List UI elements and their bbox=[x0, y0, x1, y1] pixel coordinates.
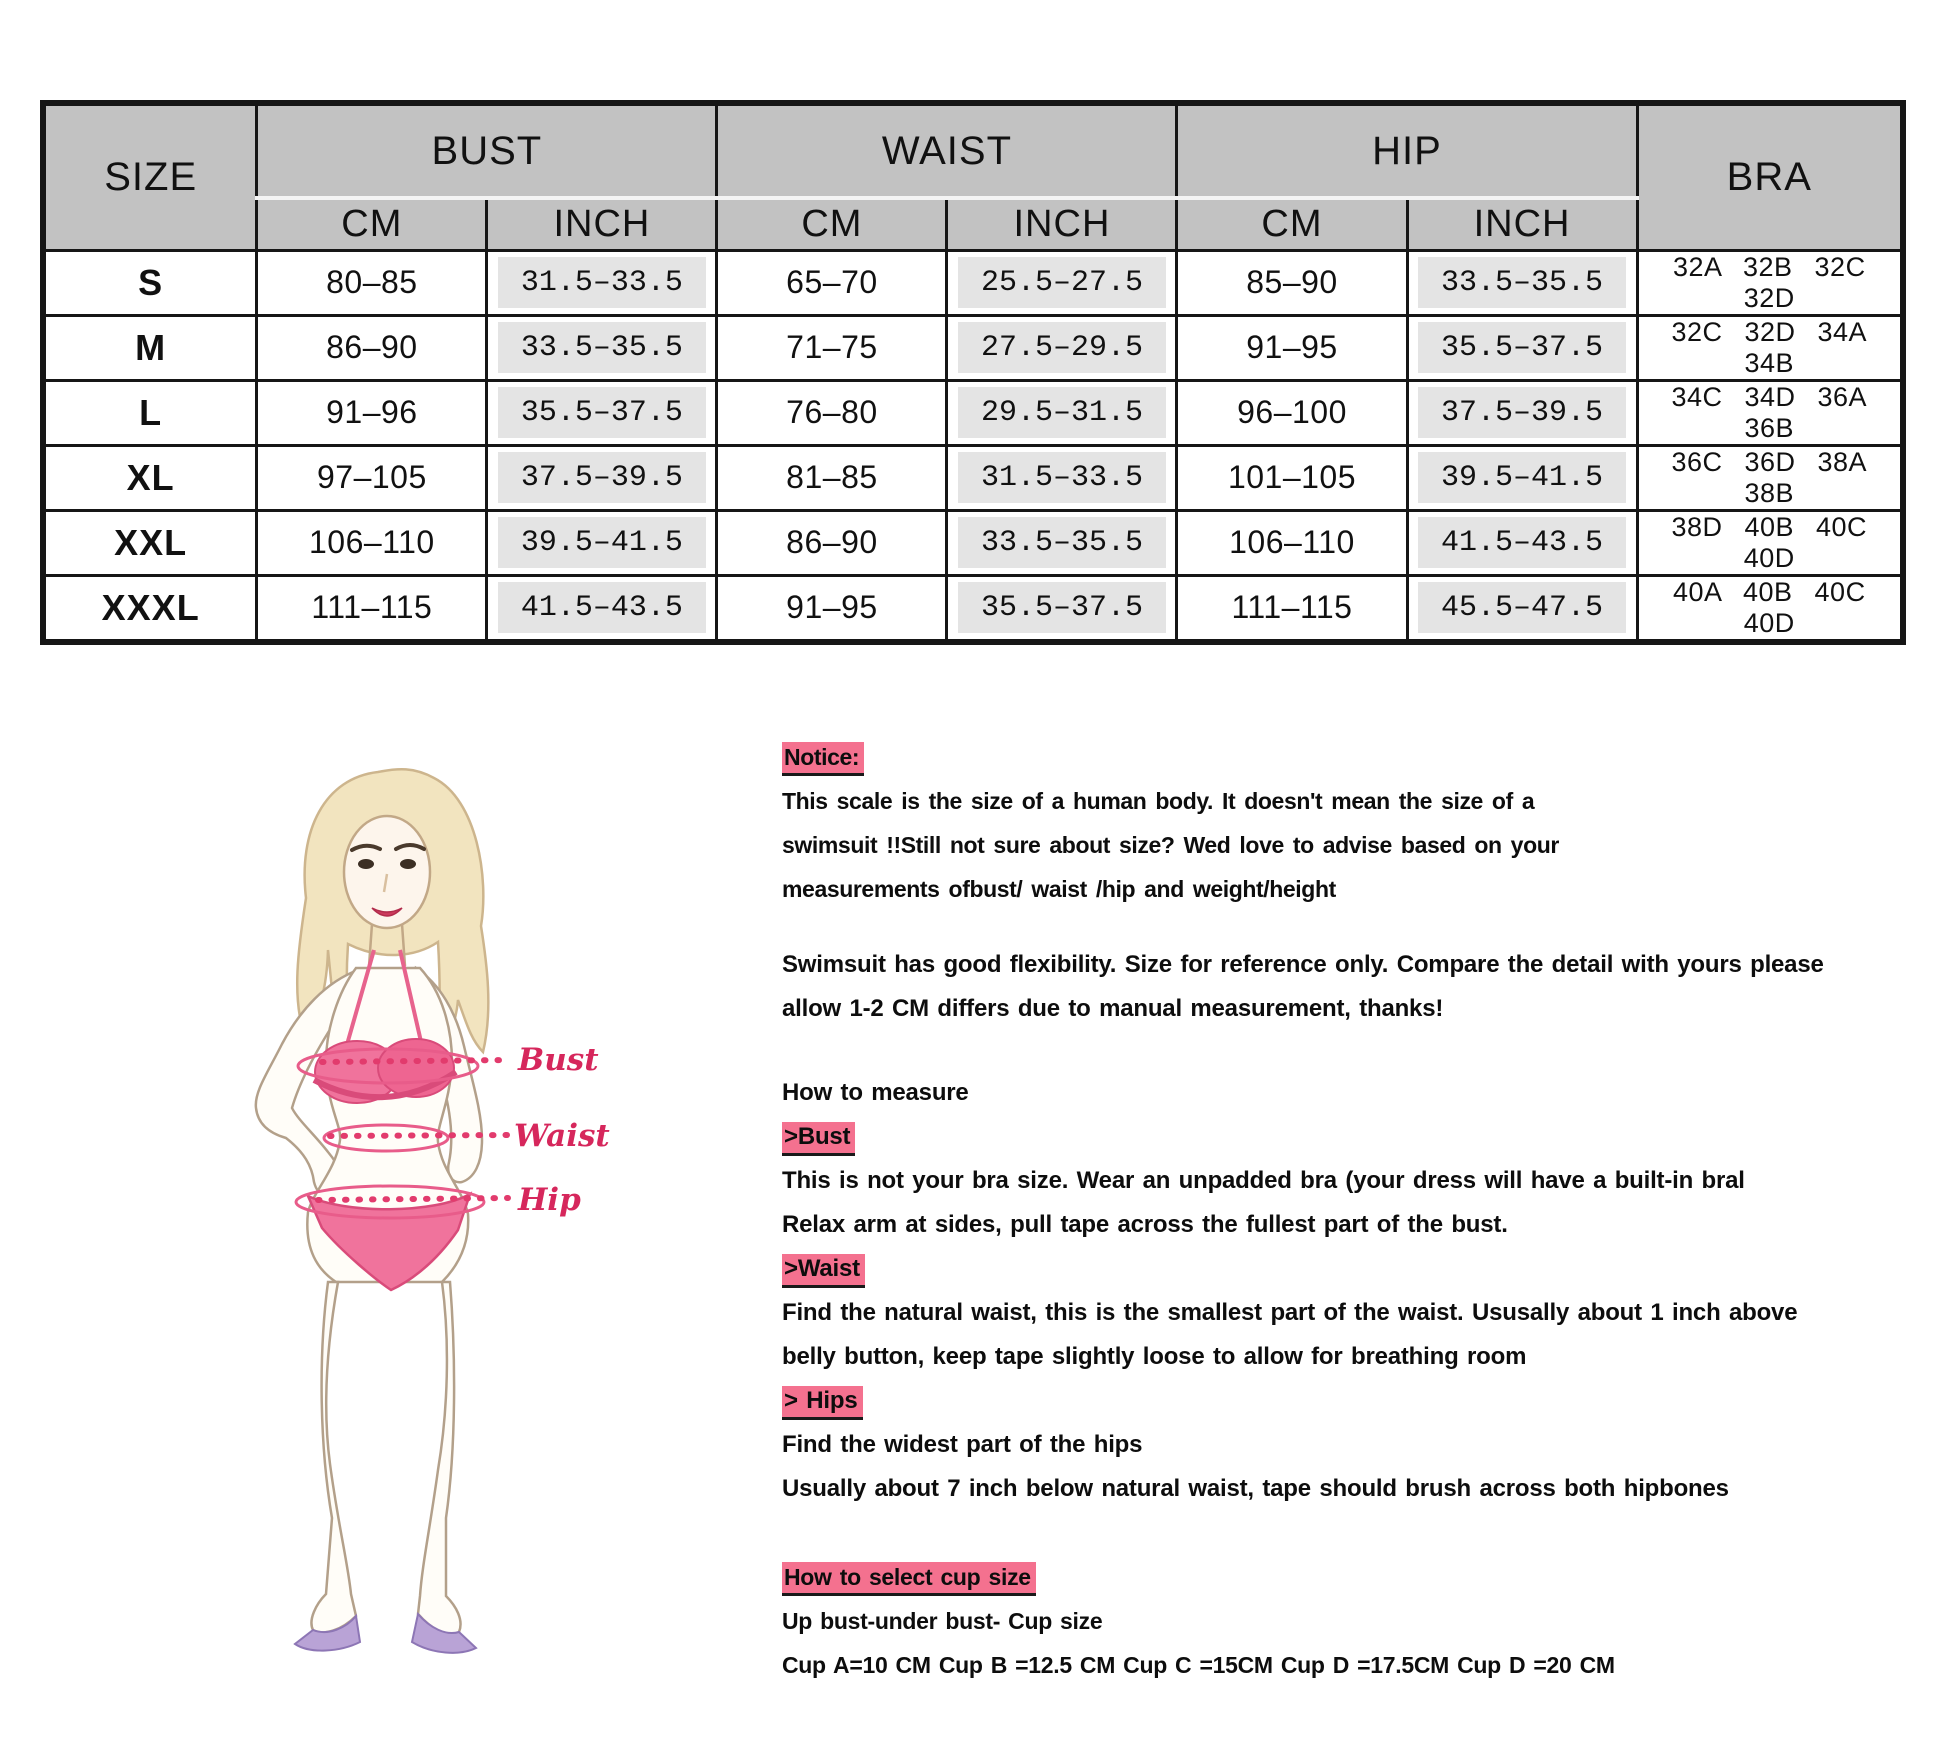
notice-line: This scale is the size of a human body. It doesn't mean the size of a bbox=[782, 788, 1535, 814]
table-cell: 39.5–41.5 bbox=[487, 510, 717, 575]
unit-header-hip-cm: CM bbox=[1177, 198, 1407, 250]
table-cell: 33.5–35.5 bbox=[487, 315, 717, 380]
how-to-measure-heading: How to measure bbox=[782, 1079, 969, 1106]
bra-cell: 32C 32D 34A 34B bbox=[1637, 315, 1903, 380]
cup-size-line: Up bust-under bust- Cup size bbox=[782, 1608, 1103, 1634]
bra-cell: 40A 40B 40C 40D bbox=[1637, 575, 1903, 642]
bust-heading bbox=[782, 1115, 1932, 1159]
size-chart bbox=[40, 100, 1906, 645]
bust-instruction-line: Relax arm at sides, pull tape across the fullest part of the bust. bbox=[782, 1211, 1508, 1238]
bra-cell: 38D 40B 40C 40D bbox=[1637, 510, 1903, 575]
size-cell: L bbox=[43, 380, 257, 445]
hip-label: Hip bbox=[518, 1182, 581, 1218]
spacer bbox=[782, 911, 1932, 943]
column-header-bust: BUST bbox=[257, 103, 717, 198]
unit-header-waist-inch: INCH bbox=[947, 198, 1177, 250]
hip-dotted-line bbox=[318, 1198, 508, 1200]
table-cell: 41.5–43.5 bbox=[487, 575, 717, 642]
table-cell: 81–85 bbox=[717, 445, 947, 510]
table-cell: 91–95 bbox=[1177, 315, 1407, 380]
spacer bbox=[782, 1031, 1932, 1071]
figure-illustration bbox=[150, 758, 620, 1683]
figure-face bbox=[344, 816, 430, 928]
table-cell: 86–90 bbox=[257, 315, 487, 380]
table-cell: 111–115 bbox=[1177, 575, 1407, 642]
cup-size-heading-highlight: How to select cup size bbox=[782, 1562, 1036, 1596]
table-cell: 33.5–35.5 bbox=[947, 510, 1177, 575]
notice-section bbox=[782, 735, 1932, 1687]
figure-leg-right bbox=[418, 1282, 461, 1634]
waist-instruction-line: belly button, keep tape slightly loose to allow for breathing room bbox=[782, 1343, 1527, 1370]
table-cell: 86–90 bbox=[717, 510, 947, 575]
table-cell: 27.5–29.5 bbox=[947, 315, 1177, 380]
table-cell: 31.5–33.5 bbox=[487, 250, 717, 315]
hips-instruction-line: Usually about 7 inch below natural waist, tape should brush across both hipbones bbox=[782, 1475, 1729, 1502]
column-header-size: SIZE bbox=[43, 103, 257, 250]
table-cell: 80–85 bbox=[257, 250, 487, 315]
size-cell: XXXL bbox=[43, 575, 257, 642]
table-cell: 45.5–47.5 bbox=[1407, 575, 1637, 642]
hips-heading bbox=[782, 1379, 1932, 1423]
unit-header-bust-cm: CM bbox=[257, 198, 487, 250]
table-cell: 91–96 bbox=[257, 380, 487, 445]
size-cell: M bbox=[43, 315, 257, 380]
cup-size-line: Cup A=10 CM Cup B =12.5 CM Cup C =15CM Cup D =17.5CM Cup D =20 CM bbox=[782, 1652, 1615, 1678]
unit-header-bust-inch: INCH bbox=[487, 198, 717, 250]
table-cell: 39.5–41.5 bbox=[1407, 445, 1637, 510]
table-cell: 35.5–37.5 bbox=[947, 575, 1177, 642]
table-row-l bbox=[43, 380, 1903, 445]
table-cell: 65–70 bbox=[717, 250, 947, 315]
table-row-xxl bbox=[43, 510, 1903, 575]
notice-line: measurements ofbust/ waist /hip and weight/height bbox=[782, 876, 1336, 902]
table-cell: 91–95 bbox=[717, 575, 947, 642]
waist-heading-highlight: >Waist bbox=[782, 1254, 865, 1288]
table-cell: 31.5–33.5 bbox=[947, 445, 1177, 510]
unit-header-waist-cm: CM bbox=[717, 198, 947, 250]
table-cell: 106–110 bbox=[1177, 510, 1407, 575]
measurement-figure bbox=[150, 758, 620, 1683]
table-cell: 41.5–43.5 bbox=[1407, 510, 1637, 575]
table-cell: 106–110 bbox=[257, 510, 487, 575]
table-cell: 35.5–37.5 bbox=[487, 380, 717, 445]
cup-size-heading bbox=[782, 1555, 1932, 1599]
size-cell: S bbox=[43, 250, 257, 315]
notice-line: swimsuit !!Still not sure about size? Wed love to advise based on your bbox=[782, 832, 1559, 858]
table-cell: 71–75 bbox=[717, 315, 947, 380]
table-cell: 37.5–39.5 bbox=[487, 445, 717, 510]
figure-leg-left bbox=[311, 1282, 356, 1632]
table-cell: 96–100 bbox=[1177, 380, 1407, 445]
size-cell: XL bbox=[43, 445, 257, 510]
table-cell: 37.5–39.5 bbox=[1407, 380, 1637, 445]
table-cell: 85–90 bbox=[1177, 250, 1407, 315]
table-cell: 101–105 bbox=[1177, 445, 1407, 510]
figure-eye-right bbox=[400, 859, 416, 869]
table-cell: 29.5–31.5 bbox=[947, 380, 1177, 445]
table-cell: 97–105 bbox=[257, 445, 487, 510]
table-cell: 25.5–27.5 bbox=[947, 250, 1177, 315]
waist-label: Waist bbox=[514, 1118, 610, 1154]
spacer bbox=[782, 1511, 1932, 1555]
size-chart-table bbox=[40, 100, 1906, 645]
waist-heading bbox=[782, 1247, 1932, 1291]
column-header-bra: BRA bbox=[1637, 103, 1903, 250]
bust-instruction-line: This is not your bra size. Wear an unpadded bra (your dress will have a built-in bral bbox=[782, 1167, 1745, 1194]
column-header-hip: HIP bbox=[1177, 103, 1637, 198]
bust-dotted-line bbox=[322, 1060, 508, 1062]
bra-cell: 32A 32B 32C 32D bbox=[1637, 250, 1903, 315]
table-cell: 33.5–35.5 bbox=[1407, 250, 1637, 315]
notice-heading-highlight: Notice: bbox=[782, 742, 864, 776]
table-cell: 35.5–37.5 bbox=[1407, 315, 1637, 380]
table-row-s bbox=[43, 250, 1903, 315]
table-row-m bbox=[43, 315, 1903, 380]
hips-heading-highlight: > Hips bbox=[782, 1386, 863, 1420]
table-cell: 76–80 bbox=[717, 380, 947, 445]
figure-eye-left bbox=[358, 859, 374, 869]
flexibility-line: allow 1-2 CM differs due to manual measurement, thanks! bbox=[782, 995, 1444, 1022]
bra-cell: 36C 36D 38A 38B bbox=[1637, 445, 1903, 510]
flexibility-line: Swimsuit has good flexibility. Size for reference only. Compare the detail with yours please bbox=[782, 951, 1824, 978]
table-row-xl bbox=[43, 445, 1903, 510]
bust-label: Bust bbox=[518, 1042, 599, 1078]
unit-header-hip-inch: INCH bbox=[1407, 198, 1637, 250]
waist-instruction-line: Find the natural waist, this is the smallest part of the waist. Ususally about 1 inch above bbox=[782, 1299, 1798, 1326]
table-header-row-groups bbox=[43, 103, 1903, 198]
column-header-waist: WAIST bbox=[717, 103, 1177, 198]
bust-heading-highlight: >Bust bbox=[782, 1122, 855, 1156]
hips-instruction-line: Find the widest part of the hips bbox=[782, 1431, 1143, 1458]
table-cell: 111–115 bbox=[257, 575, 487, 642]
bra-cell: 34C 34D 36A 36B bbox=[1637, 380, 1903, 445]
notice-heading bbox=[782, 735, 1932, 779]
table-header-row-units bbox=[43, 198, 1903, 250]
table-row-xxxl bbox=[43, 575, 1903, 642]
size-cell: XXL bbox=[43, 510, 257, 575]
